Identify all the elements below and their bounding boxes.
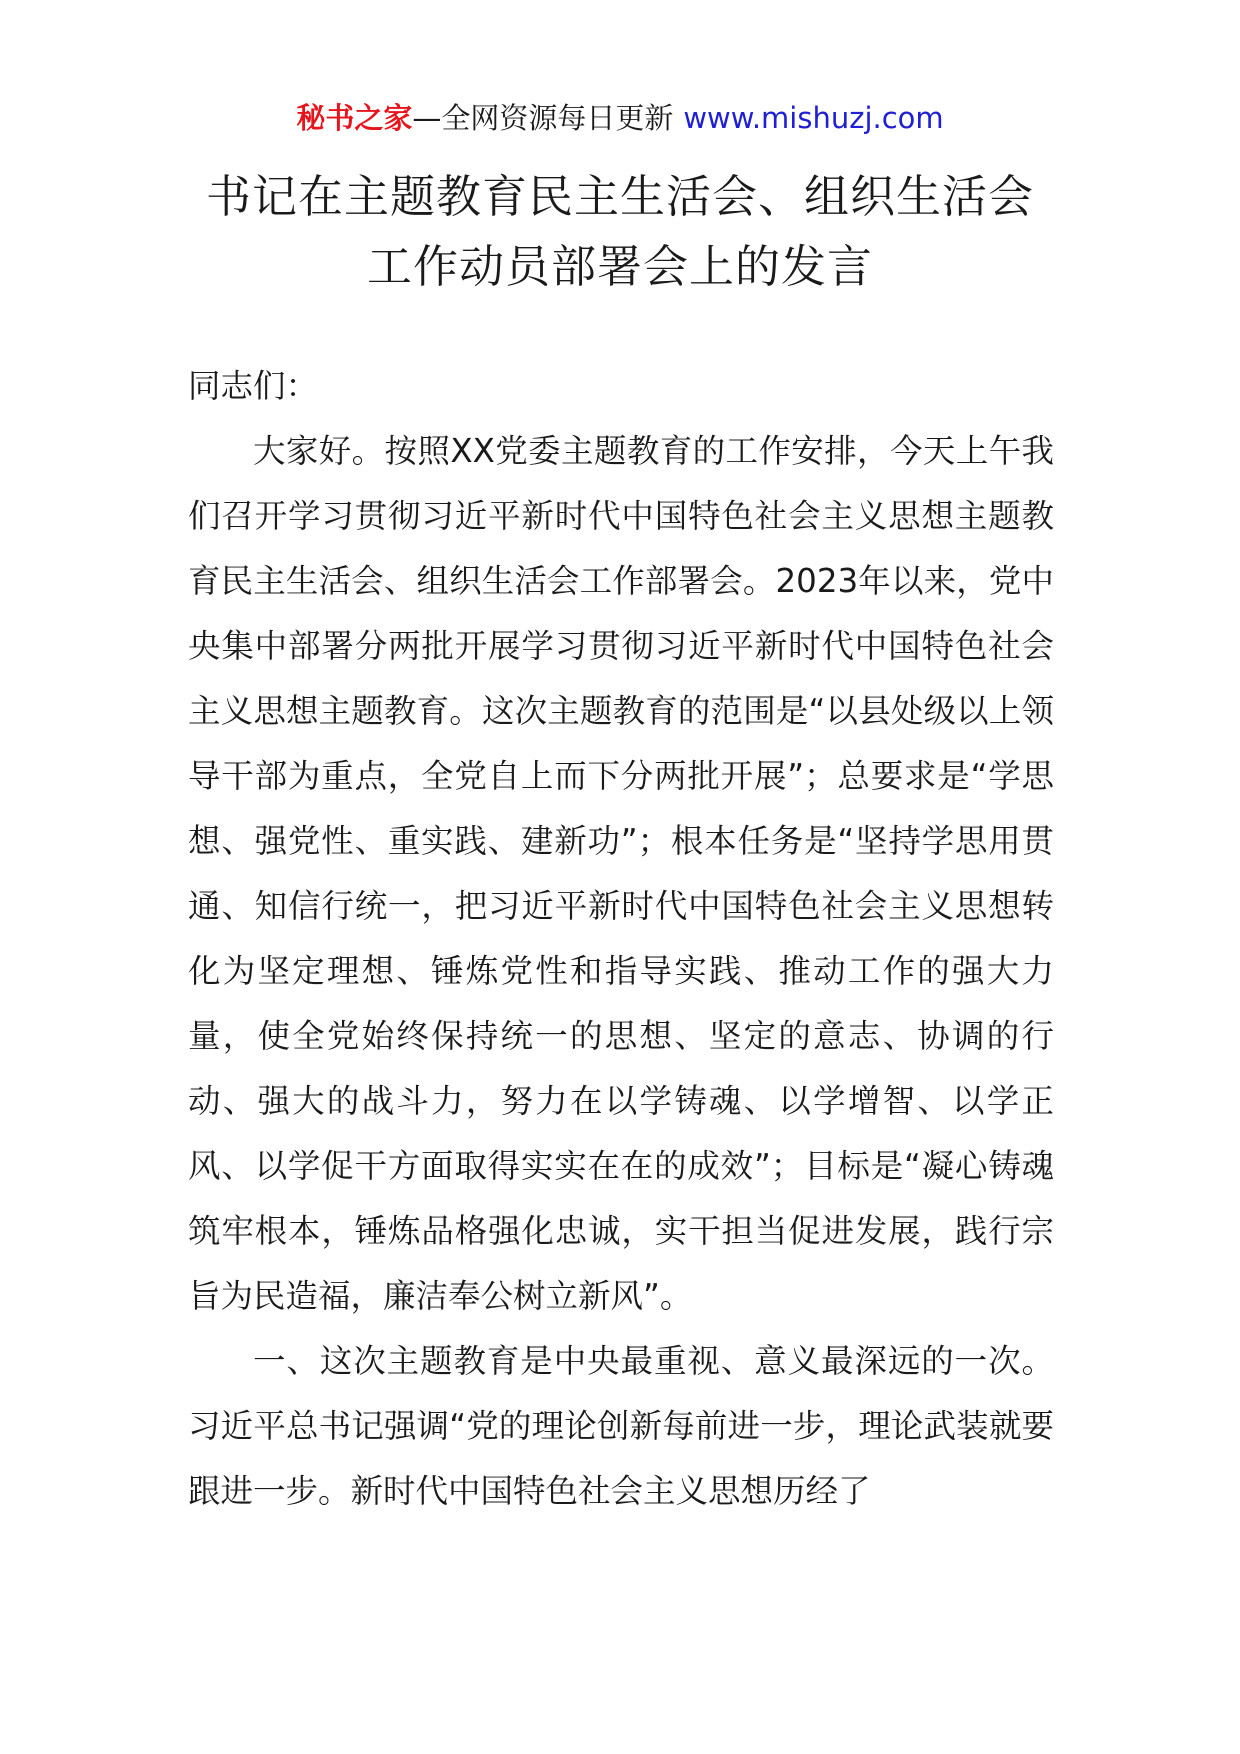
site-header bbox=[0, 98, 1240, 138]
title-line-2: 工作动员部署会上的发言 bbox=[366, 240, 873, 293]
salutation: 同志们： bbox=[188, 367, 319, 405]
paragraph-2: 一、这次主题教育是中央最重视、意义最深远的一次。习近平总书记强调“党的理论创新每前进一步，理论武装就要跟进一步。新时代中国特色社会主义思想历经了 bbox=[188, 1342, 1054, 1510]
title-line-1: 书记在主题教育民主生活会、组织生活会 bbox=[205, 170, 1034, 223]
site-url-link[interactable]: www.mishuzj.com bbox=[683, 101, 944, 135]
site-brand: 秘书之家 bbox=[296, 101, 413, 135]
document-body bbox=[188, 354, 1054, 1524]
site-tagline: —全网资源每日更新 bbox=[412, 101, 674, 135]
document-title bbox=[0, 162, 1240, 302]
paragraph-1: 大家好。按照XX党委主题教育的工作安排，今天上午我们召开学习贯彻习近平新时代中国特色社会主义思想主题教育民主生活会、组织生活会工作部署会。2023年以来，党中央集中部署分两批开展学习贯彻习近平新时代中国特色社会主义思想主题教育。这次主题教育的范围是“以县处级以上领导干部为重点，全党自上而下分两批开展”；总要求是“学思想、强党性、重实践、建新功”；根本任务是“坚持学思用贯通、知信行统一，把习近平新时代中国特色社会主义思想转化为坚定理想、锤炼党性和指导实践、推动工作的强大力量，使全党始终保持统一的思想、坚定的意志、协调的行动、强大的战斗力，努力在以学铸魂、以学增智、以学正风、以学促干方面取得实实在在的成效”；目标是“凝心铸魂筑牢根本，锤炼品格强化忠诚，实干担当促进发展，践行宗旨为民造福，廉洁奉公树立新风”。 bbox=[188, 432, 1054, 1315]
